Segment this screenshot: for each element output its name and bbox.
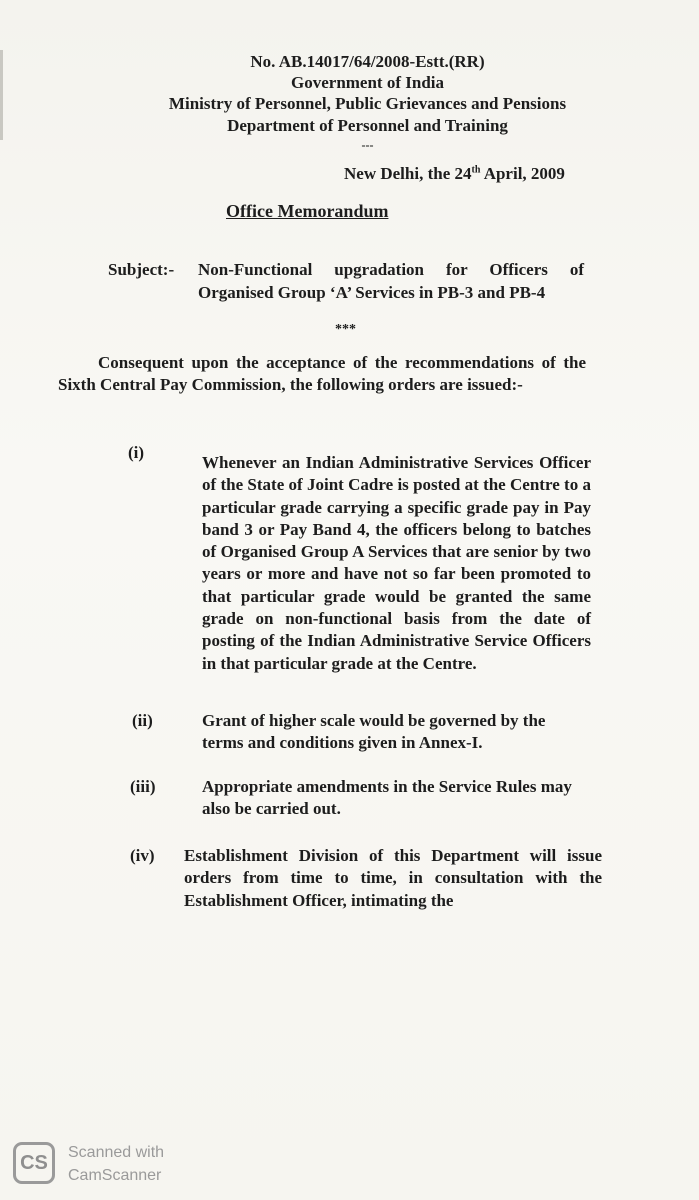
subject-line-2: Organised Group ‘A’ Services in PB-3 and PB-4 bbox=[198, 283, 546, 302]
item-number-2: (ii) bbox=[132, 711, 153, 730]
item-text-3: Appropriate amendments in the Service Rules may also be carried out. bbox=[202, 777, 572, 819]
subject-label: Subject:- bbox=[108, 260, 175, 279]
subject-line-1: Non-Functional upgradation for Officers of bbox=[198, 260, 584, 279]
item-text-4: Establishment Division of this Department will issue orders from time to time, in consultation with the Establishment Officer, intimating the bbox=[184, 846, 602, 910]
date-superscript: th bbox=[471, 164, 481, 176]
camscanner-text: CamScanner bbox=[68, 1167, 162, 1184]
government-of-india: Government of India bbox=[291, 73, 444, 92]
item-number-1: (i) bbox=[128, 443, 145, 462]
date-line bbox=[344, 164, 565, 184]
item-text-2: Grant of higher scale would be governed by the terms and conditions given in Annex-I. bbox=[202, 711, 546, 753]
ministry-name: Ministry of Personnel, Public Grievances and Pensions bbox=[168, 94, 567, 113]
header-dashes: --- bbox=[361, 138, 374, 152]
item-number-3: (iii) bbox=[130, 777, 156, 796]
item-text-1: Whenever an Indian Administrative Services Officer of the State of Joint Cadre is posted at the Centre to a particular grade carrying a specific grade pay in Pay band 3 or Pay Band 4, the officers belong to batches of Organised Group A Services that are senior by two years or more and have not so far been promoted to that particular grade would be granted the same grade on non-functional basis from the date of posting of the Indian Administrative Service Officers in that particular grade at the Centre. bbox=[202, 453, 591, 673]
date-prefix: New Delhi, the 24 bbox=[344, 164, 472, 183]
subject-separator: *** bbox=[335, 322, 356, 337]
date-suffix: April, 2009 bbox=[480, 164, 565, 183]
page-edge-shadow bbox=[0, 50, 3, 140]
item-number-4: (iv) bbox=[130, 846, 155, 865]
scanned-with-text: Scanned with bbox=[68, 1144, 165, 1161]
camscanner-logo-icon: CS bbox=[13, 1142, 55, 1184]
department-name: Department of Personnel and Training bbox=[227, 116, 508, 135]
file-number: No. AB.14017/64/2008-Estt.(RR) bbox=[250, 52, 485, 71]
office-memorandum-title: Office Memorandum bbox=[226, 201, 389, 221]
intro-paragraph: Consequent upon the acceptance of the recommendations of the Sixth Central Pay Commission, the following orders are issued:- bbox=[58, 353, 586, 395]
